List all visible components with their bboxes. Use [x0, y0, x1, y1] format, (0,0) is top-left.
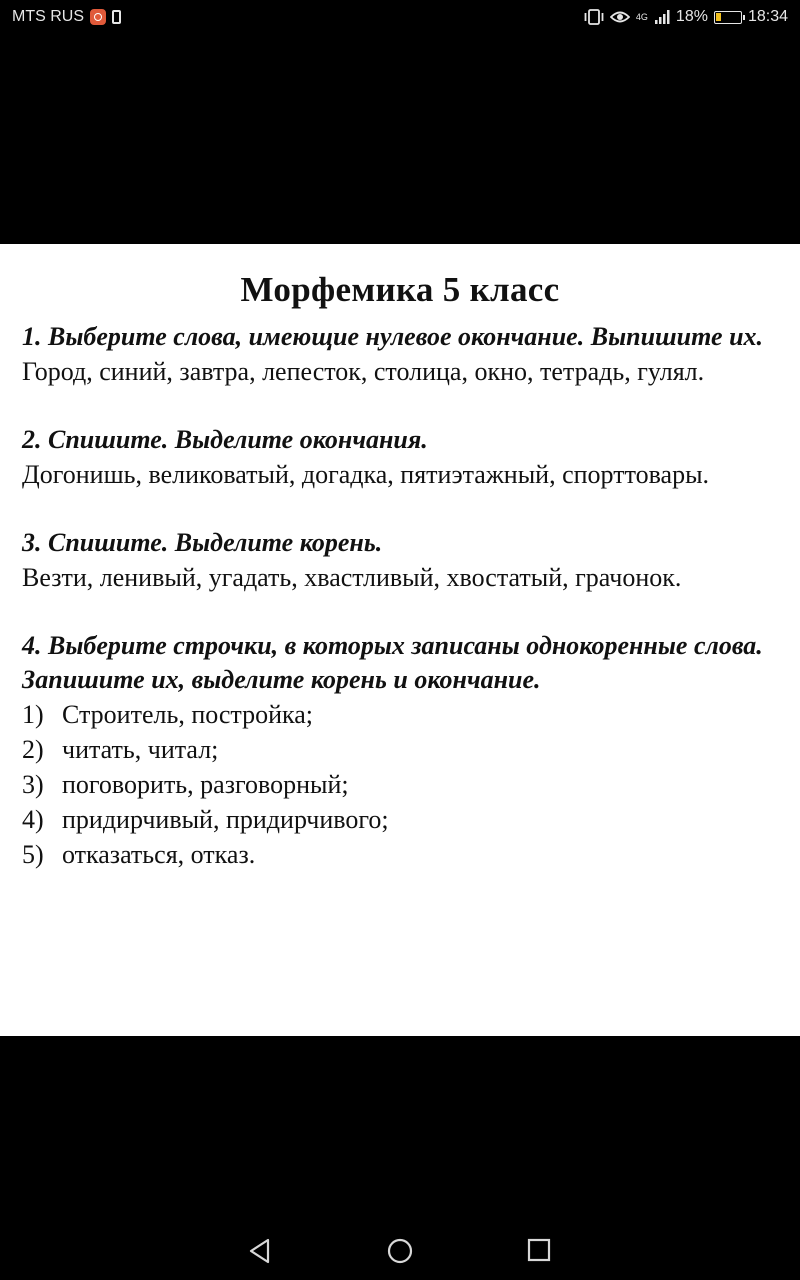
task-1 — [22, 320, 778, 389]
signal-icon — [654, 9, 670, 25]
list-item: 5) отказаться, отказ. — [22, 840, 256, 869]
list-item: 2) читать, читал; — [22, 735, 219, 764]
task-heading: 1. Выберите слова, имеющие нулевое окончание. Выпишите их. — [22, 322, 764, 351]
eye-comfort-icon — [610, 9, 630, 25]
task-words: Везти, ленивый, угадать, хвастливый, хвостатый, грачонок. — [22, 563, 682, 592]
battery-icon — [714, 11, 742, 24]
carrier-label: MTS RUS — [12, 8, 84, 25]
options-list — [22, 697, 778, 872]
list-item: 4) придирчивый, придирчивого; — [22, 805, 389, 834]
home-icon[interactable] — [387, 1238, 413, 1264]
document-image — [0, 244, 800, 1036]
document-title: Морфемика 5 класс — [240, 270, 560, 309]
list-item: 3) поговорить, разговорный; — [22, 770, 349, 799]
status-right — [584, 8, 788, 26]
vibrate-icon — [584, 9, 604, 25]
status-left — [12, 8, 121, 26]
task-2 — [22, 423, 778, 492]
task-words: Город, синий, завтра, лепесток, столица, окно, тетрадь, гулял. — [22, 357, 705, 386]
clock: 18:34 — [747, 8, 788, 25]
battery-percent: 18% — [675, 8, 708, 25]
network-type-label: 4G — [635, 11, 648, 22]
task-words: Догонишь, великоватый, догадка, пятиэтажный, спорттовары. — [22, 460, 710, 489]
sim-card-icon — [112, 10, 121, 24]
back-icon[interactable] — [248, 1238, 272, 1264]
task-heading: 2. Спишите. Выделите окончания. — [22, 425, 428, 454]
task-3 — [22, 526, 778, 595]
task-heading: 4. Выберите строчки, в которых записаны однокоренные слова. Запишите их, выделите корень и окончание. — [22, 631, 763, 694]
task-heading: 3. Спишите. Выделите корень. — [22, 528, 383, 557]
notification-app-icon — [90, 9, 106, 25]
task-4 — [22, 629, 778, 872]
status-bar — [0, 0, 800, 36]
navigation-bar — [0, 1216, 800, 1280]
list-item: 1) Строитель, постройка; — [22, 700, 314, 729]
recents-icon[interactable] — [527, 1238, 551, 1262]
